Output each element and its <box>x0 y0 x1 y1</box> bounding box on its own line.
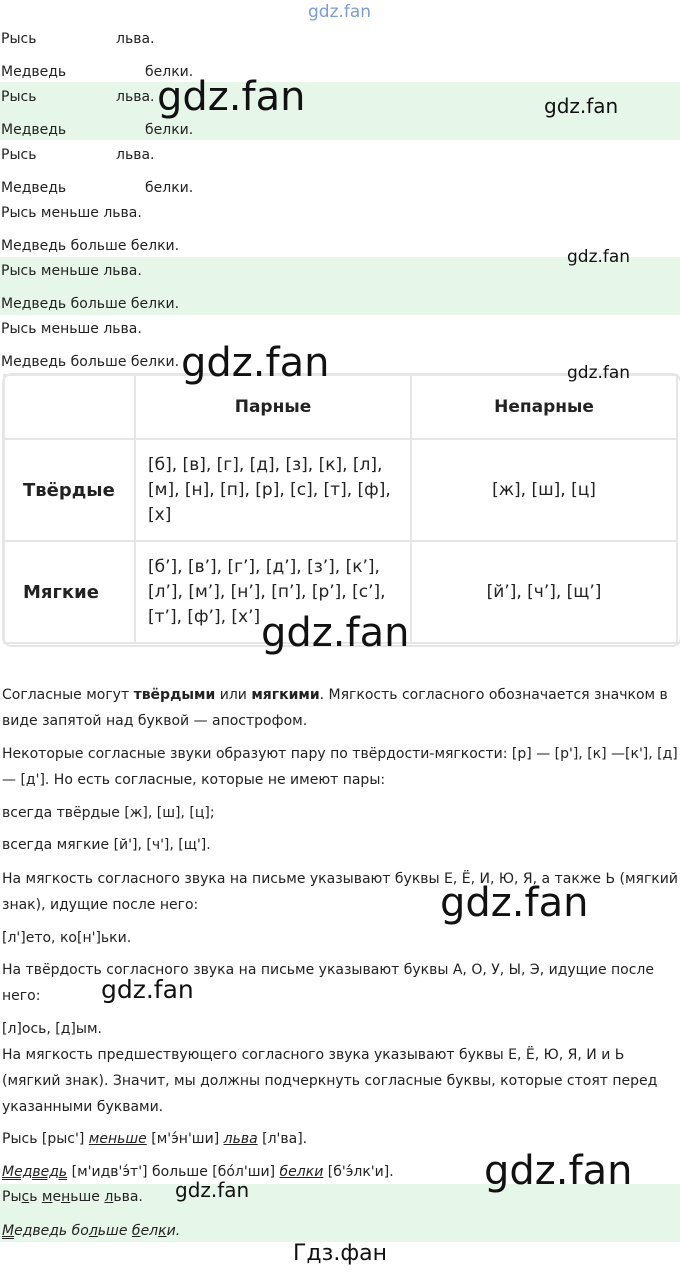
paragraph-underline-rule: На мягкость предшествующего согласного звука указывают буквы Е, Ё, Ю, Я, И и Ь (мягкий знак). Значит, мы должны подчеркнуть согласные буквы, которые стоят перед указанными буквами. <box>2 1047 658 1115</box>
paragraph-always-soft: всегда мягкие [й'], [ч'], [щ']. <box>2 837 211 853</box>
watermark-3: gdz.fan <box>567 247 631 267</box>
line-lion-2: льва. <box>116 89 155 105</box>
line-bear-1: Медведь <box>1 64 67 80</box>
watermark-8: gdz.fan <box>101 975 194 1004</box>
underlined-line-2: Медведь больше белки. <box>2 1223 181 1239</box>
watermark-1: gdz.fan <box>157 74 306 120</box>
example-hard: [л]ось, [д]ым. <box>2 1021 102 1037</box>
line-lynx-3: Рысь <box>1 147 37 163</box>
line-lynx-2: Рысь <box>1 89 37 105</box>
paragraph-hard-letters: На твёрдость согласного звука на письме указывают буквы А, О, У, Ы, Э, идущие после него: <box>2 962 654 1004</box>
line-lynx-1: Рысь <box>1 31 37 47</box>
line-lion-3: льва. <box>116 147 155 163</box>
sentence-bear-2: Медведь больше белки. <box>1 296 180 312</box>
row-header-soft: Мягкие <box>4 541 135 643</box>
cell-hard-paired: [б], [в], [г], [д], [з], [к], [л], [м], [н], [п], [р], [с], [т], [ф], [х] <box>135 439 411 541</box>
watermark-6: gdz.fan <box>261 610 410 656</box>
line-lion-1: льва. <box>116 31 155 47</box>
word-more: больше <box>151 1164 208 1180</box>
cell-hard-unpaired: [ж], [ш], [ц] <box>411 439 677 541</box>
phonetic-line-2: Медведь [м'идв'э́т'] больше [бо́л'ши] белки [б'э́лк'и]. <box>2 1164 394 1180</box>
word-squirrel: белки <box>279 1164 324 1180</box>
word-lion: льва <box>223 1131 258 1147</box>
watermark-4: gdz.fan <box>181 340 330 386</box>
paragraph-soft-letters: На мягкость согласного звука на письме указывают буквы Е, Ё, И, Ю, Я, а также Ь (мягкий знак), идущие после него: <box>2 871 678 913</box>
sentence-lynx-3: Рысь меньше льва. <box>1 321 142 337</box>
watermark-5: gdz.fan <box>567 363 631 383</box>
cell-soft-paired: [б’], [в’], [г’], [д’], [з’], [к’], [л’], [м’], [н’], [п’], [р’], [с’], [т’], [ф’], [х’] <box>135 541 411 643</box>
line-squirrel-2: белки. <box>145 122 194 138</box>
footer-title: Гдз.фан <box>293 1241 387 1266</box>
row-header-hard: Твёрдые <box>4 439 135 541</box>
line-bear-3: Медведь <box>1 180 67 196</box>
paragraph-pairs: Некоторые согласные звуки образуют пару по твёрдости-мягкости: [р] — [р'], [к] —[к'], [д] — [д']. Но есть согласные, которые не имеют пары: <box>2 746 678 788</box>
example-soft: [л']ето, ко[н']ьки. <box>2 930 132 946</box>
sentence-bear-1: Медведь больше белки. <box>1 238 180 254</box>
underlined-line-1: Рысь меньше льва. <box>2 1189 143 1205</box>
watermark-7: gdz.fan <box>440 880 589 926</box>
watermark-top: gdz.fan <box>308 2 372 22</box>
watermark-2: gdz.fan <box>544 94 619 118</box>
word-bear: Медведь <box>2 1164 68 1180</box>
line-bear-2: Медведь <box>1 122 67 138</box>
phonetic-line-1: Рысь [рыс'] меньше [м'э́н'ши] льва [л'ва]. <box>2 1131 308 1147</box>
word-lynx: Рысь <box>2 1131 38 1147</box>
consonant-table <box>3 374 678 644</box>
watermark-9: gdz.fan <box>484 1148 633 1194</box>
sentence-lynx-1: Рысь меньше льва. <box>1 205 142 221</box>
line-squirrel-3: белки. <box>145 180 194 196</box>
sentence-lynx-2: Рысь меньше льва. <box>1 263 142 279</box>
paragraph-always-hard: всегда твёрдые [ж], [ш], [ц]; <box>2 805 215 821</box>
line-squirrel-1: белки. <box>145 64 194 80</box>
cell-soft-unpaired: [й’], [ч’], [щ’] <box>411 541 677 643</box>
header-paired: Парные <box>135 375 411 439</box>
sentence-bear-3: Медведь больше белки. <box>1 354 180 370</box>
word-less: меньше <box>88 1131 147 1147</box>
watermark-10: gdz.fan <box>175 1178 250 1202</box>
header-unpaired: Непарные <box>411 375 677 439</box>
paragraph-hard-soft: Согласные могут твёрдыми или мягкими. Мягкость согласного обозначается значком в виде запятой над буквой — апострофом. <box>2 687 668 729</box>
